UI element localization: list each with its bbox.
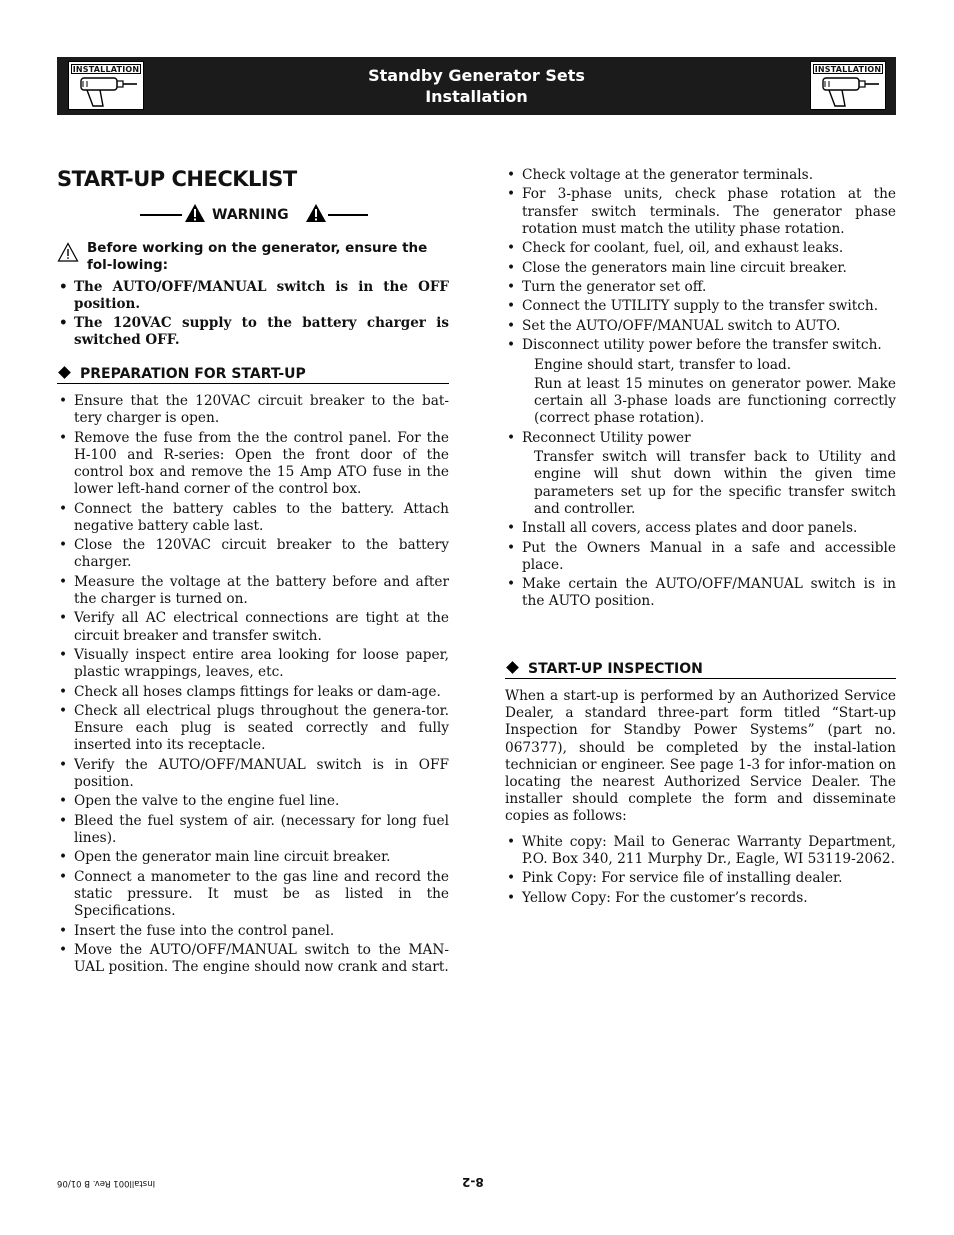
page-title: START-UP CHECKLIST: [57, 167, 297, 191]
list-item: • Connect a manometer to the gas line and record the static pressure. It must be as listed in the Specifications.: [57, 869, 449, 921]
list-item: • Make certain the AUTO/OFF/MANUAL switch is in the AUTO position.: [505, 576, 896, 610]
installation-drill-icon: [810, 61, 886, 110]
preparation-column: [57, 393, 449, 979]
list-item: • Connect the UTILITY supply to the transfer switch.: [505, 298, 896, 315]
diamond-bullet-icon: [58, 366, 71, 379]
warning-triangle-icon: [305, 203, 327, 223]
list-item: • Reconnect Utility power: [505, 430, 896, 447]
header-title-line1: Standby Generator Sets: [368, 66, 585, 85]
warning-triangle-icon: [184, 203, 206, 223]
list-item: • The 120VAC supply to the battery charger is switched OFF.: [57, 315, 449, 349]
list-item: • Check for coolant, fuel, oil, and exhaust leaks.: [505, 240, 896, 257]
warning-intro: [57, 240, 449, 274]
warning-label: WARNING: [212, 207, 289, 223]
list-item: • The AUTO/OFF/MANUAL switch is in the OFF position.: [57, 279, 449, 313]
list-item: • Visually inspect entire area looking for loose paper, plastic wrappings, leaves, etc.: [57, 647, 449, 681]
list-item: • Bleed the fuel system of air. (necessary for long fuel lines).: [57, 813, 449, 847]
inspection-heading-text: START-UP INSPECTION: [528, 661, 703, 677]
list-item: • Check voltage at the generator terminals.: [505, 167, 896, 184]
list-item: • Set the AUTO/OFF/MANUAL switch to AUTO.: [505, 318, 896, 335]
list-item: • Put the Owners Manual in a safe and accessible place.: [505, 540, 896, 574]
list-item: • Close the generators main line circuit breaker.: [505, 260, 896, 277]
inspection-heading: [505, 661, 896, 679]
list-item: • Verify all AC electrical connections are tight at the circuit breaker and transfer switch.: [57, 610, 449, 644]
list-item: • Yellow Copy: For the customer’s records.: [505, 890, 896, 907]
inspection-list: [505, 834, 896, 907]
list-item: • Check all electrical plugs throughout the genera-tor. Ensure each plug is seated correctly and fully inserted into its receptacle.: [57, 703, 449, 755]
checklist-column: [505, 167, 896, 613]
warning-list: [57, 279, 449, 351]
list-item: • Verify the AUTO/OFF/MANUAL switch is in OFF position.: [57, 757, 449, 791]
list-item: • White copy: Mail to Generac Warranty Department, P.O. Box 340, 211 Murphy Dr., Eagle, WI 53119-2062.: [505, 834, 896, 868]
installation-tag: INSTALLATION: [72, 65, 140, 74]
list-item: • For 3-phase units, check phase rotation at the transfer switch terminals. The generator phase rotation must match the utility phase rotation.: [505, 186, 896, 238]
header-bar: [57, 57, 896, 115]
list-item: • Open the generator main line circuit breaker.: [57, 849, 449, 866]
list-item: • Insert the fuse into the control panel.: [57, 923, 449, 940]
list-item: • Move the AUTO/OFF/MANUAL switch to the MAN-UAL position. The engine should now crank and start.: [57, 942, 449, 976]
preparation-heading-text: PREPARATION FOR START-UP: [80, 366, 306, 382]
preparation-list: [57, 393, 449, 976]
list-item: • Measure the voltage at the battery before and after the charger is turned on.: [57, 574, 449, 608]
list-item: • Disconnect utility power before the transfer switch.: [505, 337, 896, 354]
list-subitem: Run at least 15 minutes on generator power. Make certain all 3-phase loads are functioning correctly (correct phase rotation).: [534, 375, 896, 427]
preparation-heading: [57, 366, 449, 384]
header-title-line2: Installation: [425, 87, 528, 106]
inspection-column: [505, 688, 896, 909]
inspection-paragraph: When a start-up is performed by an Authorized Service Dealer, a standard three-part form titled “Start-up Inspection for Standby Power Systems” (part no. 067377), should be completed by the instal-lation technician or engineer. See page 1-3 for infor-mation on locating the nearest Authorized Service Dealer. The installer should complete the form and disseminate copies as follows:: [505, 688, 896, 825]
list-item: • Install all covers, access plates and door panels.: [505, 520, 896, 537]
caution-triangle-icon: [57, 242, 79, 262]
list-item: • Remove the fuse from the the control panel. For the H-100 and R-series: Open the front door of the control box and remove the 15 Amp ATO fuse in the lower left-hand corner of the control box.: [57, 430, 449, 499]
list-item: • Open the valve to the engine fuel line.: [57, 793, 449, 810]
list-item: • Pink Copy: For service file of installing dealer.: [505, 870, 896, 887]
warning-banner: [140, 202, 370, 228]
footer-page-number: 8-2: [462, 1175, 484, 1189]
list-subitem: Transfer switch will transfer back to Utility and engine will shut down within the given time parameters set up for the specific transfer switch and controller.: [534, 449, 896, 517]
list-subitem: Engine should start, transfer to load.: [534, 356, 792, 373]
list-item: • Connect the battery cables to the battery. Attach negative battery cable last.: [57, 501, 449, 535]
list-item: • Close the 120VAC circuit breaker to the battery charger.: [57, 537, 449, 571]
warning-intro-text: Before working on the generator, ensure the fol-lowing:: [87, 240, 428, 273]
installation-tag: INSTALLATION: [814, 65, 882, 74]
checklist-list: [505, 167, 896, 611]
diamond-bullet-icon: [506, 661, 519, 674]
header-title: [57, 65, 896, 107]
list-item: • Ensure that the 120VAC circuit breaker to the bat-tery charger is open.: [57, 393, 449, 427]
footer-document-code: Install001 Rev. B 01/06: [57, 1178, 156, 1188]
list-item: • Turn the generator set off.: [505, 279, 896, 296]
list-item: • Check all hoses clamps fittings for leaks or dam-age.: [57, 684, 449, 701]
